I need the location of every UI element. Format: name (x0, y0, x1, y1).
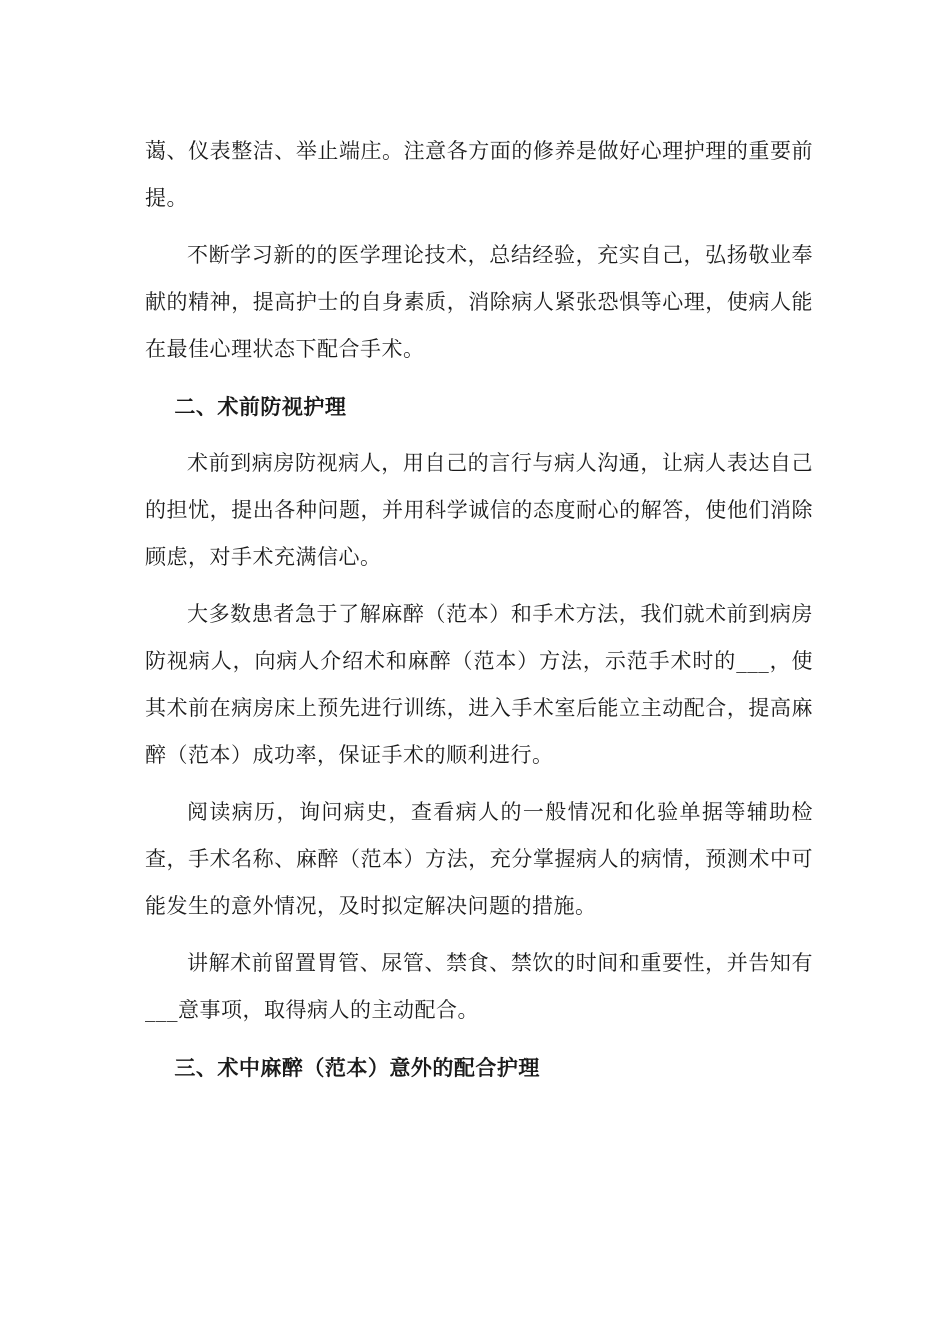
paragraph-anesthesia-explanation: 大多数患者急于了解麻醉（范本）和手术方法，我们就术前到病房防视病人，向病人介绍术和麻醉（范本）方法，示范手术时的___，使其术前在病房床上预先进行训练，进入手术室后能立主动配合，提高麻醉（范本）成功率，保证手术的顺利进行。 (145, 602, 813, 767)
section-heading-preop-visit: 二、术前防视护理 (174, 394, 347, 419)
paragraph-learning: 不断学习新的的医学理论技术，总结经验，充实自己，弘扬敬业奉献的精神，提高护士的自身素质，消除病人紧张恐惧等心理，使病人能在最佳心理状态下配合手术。 (145, 243, 813, 361)
document-page (145, 128, 813, 1101)
paragraph-preop-communication: 术前到病房防视病人，用自己的言行与病人沟通，让病人表达自己的担忧，提出各种问题，并用科学诚信的态度耐心的解答，使他们消除顾虑，对手术充满信心。 (145, 451, 813, 569)
paragraph-medical-history: 阅读病历，询问病史，查看病人的一般情况和化验单据等辅助检查，手术名称、麻醉（范本）方法，充分掌握病人的病情，预测术中可能发生的意外情况，及时拟定解决问题的措施。 (145, 800, 813, 918)
section-heading-intraop-care: 三、术中麻醉（范本）意外的配合护理 (174, 1055, 540, 1080)
paragraph-preop-instructions: 讲解术前留置胃管、尿管、禁食、禁饮的时间和重要性，并告知有___意事项，取得病人的主动配合。 (145, 951, 813, 1022)
paragraph-continuation: 蔼、仪表整洁、举止端庄。注意各方面的修养是做好心理护理的重要前提。 (145, 139, 813, 210)
